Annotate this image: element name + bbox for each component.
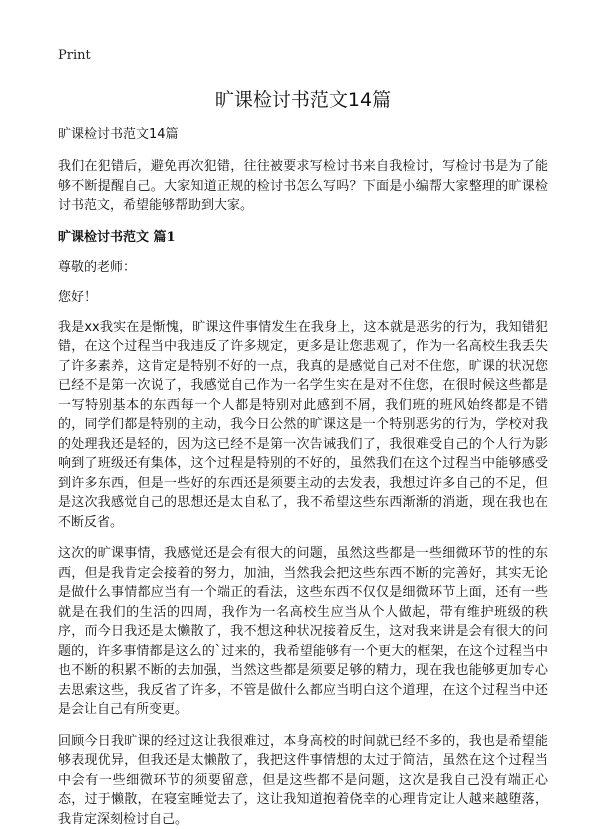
print-link[interactable]: Print xyxy=(58,48,91,64)
section-heading: 旷课检讨书范文 篇1 xyxy=(58,228,548,248)
body-paragraph-2: 这次的旷课事情，我感觉还是会有很大的问题，虽然这些都是一些细微环节的性的东西，但是我肯定会接着的努力，加油，当然我会把这些东西不断的完善好，其实无论是做什么事情都应当有一个端正的看法，这些东西不仅仅是细微环节上面，还有一些就是在我们的生活的四周，我作为一名高校生应当从个人做起，带有维护班级的秩序，而今日我还是太懒散了，我不想这种状况接着反生，这对我来讲是会有很大的问题的，许多事情都是这么的`过来的，我希望能够有一个更大的框架，在这个过程当中也不断的积累不断的去加强，当然这些都是须要足够的精力，现在我也能够更加专心去思索这些，我反省了许多，不管是做什么都应当明白这个道理，在这个过程当中还是会让自己有所变更。 xyxy=(58,544,548,720)
salutation: 尊敬的老师： xyxy=(58,258,548,278)
document-title: 旷课检讨书范文14篇 xyxy=(58,87,548,113)
intro-paragraph: 我们在犯错后，避免再次犯错，往往被要求写检讨书来自我检讨，写检讨书是为了能够不断提醒自己。大家知道正规的检讨书怎么写吗？下面是小编帮大家整理的旷课检讨书范文，希望能够帮助到大家。 xyxy=(58,157,548,216)
greeting: 您好！ xyxy=(58,288,548,308)
body-paragraph-3: 回顾今日我旷课的经过这让我很难过，本身高校的时间就已经不多的，我也是希望能够表现优异，但我还是太懒散了，我把这件事情想的太过于简洁，虽然在这个过程当中会有一些细微环节的须要留意，但是这些都不是问题，这次是我自己没有端正心态，过于懒散，在寝室睡觉去了，这让我知道抱着侥幸的心理肯定让人越来越堕落，我肯定深刻检讨自己。 xyxy=(58,732,548,829)
document-subtitle: 旷课检讨书范文14篇 xyxy=(58,125,548,145)
body-paragraph-1: 我是xx我实在是惭愧，旷课这件事情发生在我身上，这本就是恶劣的行为，我知错犯错，在这个过程当中我违反了许多规定，更多是让您悲观了，作为一名高校生我丢失了许多素养，这肯定是特别不好的一点，我真的是感觉自己对不住您，旷课的状况您已经不是第一次说了，我感觉自己作为一名学生实在是对不住您，在很时候这些都是一写特别基本的东西每一个人都是特别对此感到不屑，我们班的班风始终都是不错的，同学们都是特别的主动，我今日公然的旷课这是一个特别恶劣的行为，学校对我的处理我还是轻的，因为这已经不是第一次告诫我们了，我很难受自己的个人行为影响到了班级还有集体，这个过程是特别的不好的，虽然我们在这个过程当中能够感受到许多东西，但是一些好的东西还是须要主动的去发表，我想过许多自己的不足，但是这次我感觉自己的思想还是太自私了，我不希望这些东西渐渐的消逝，现在我也在不断反省。 xyxy=(58,318,548,533)
